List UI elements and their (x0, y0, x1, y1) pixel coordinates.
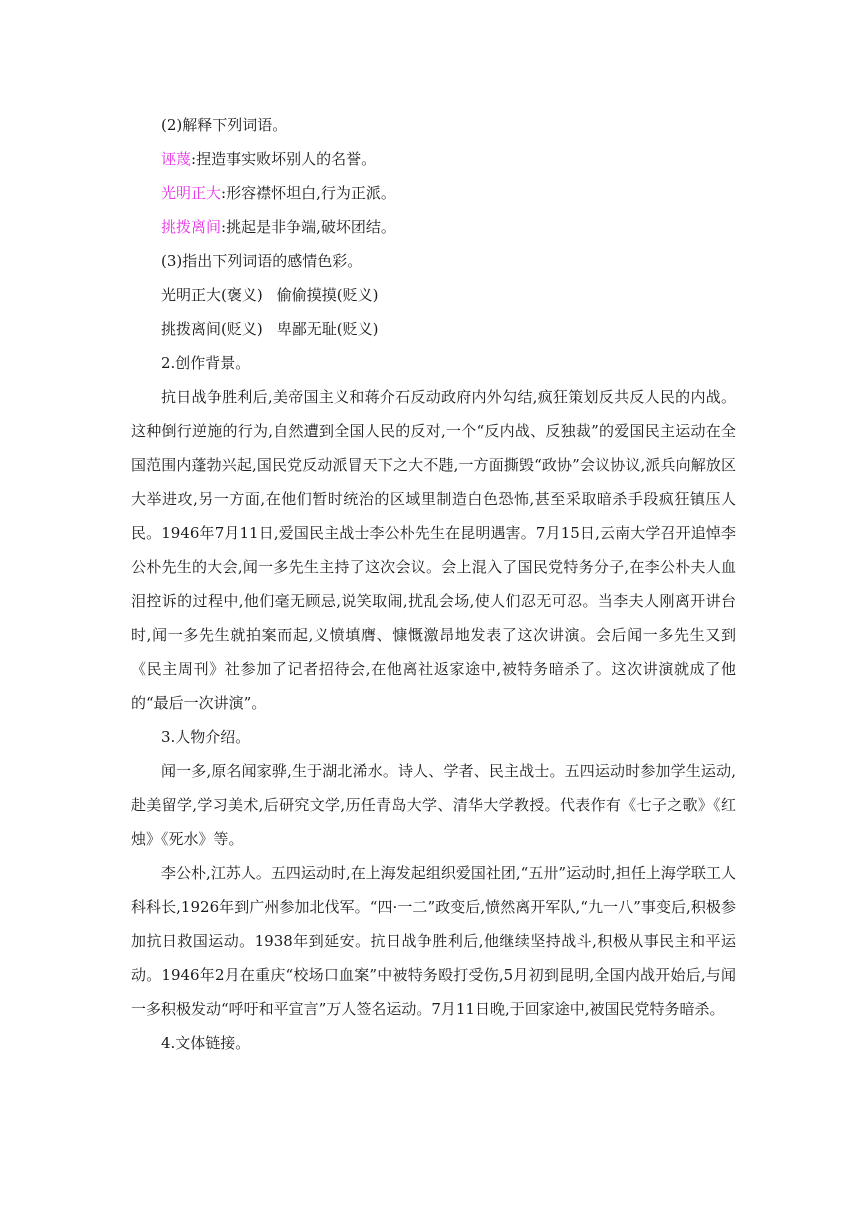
sentiment-item: 挑拨离间(贬义) (161, 320, 263, 338)
sentiment-item: 偷偷摸摸(贬义) (276, 286, 379, 304)
document-page (131, 108, 736, 1060)
section-heading-people: 3.人物介绍。 (161, 728, 251, 746)
section-heading-explain-words: (2)解释下列词语。 (161, 116, 288, 134)
term-word: 诬蔑 (161, 150, 192, 168)
section-heading-background: 2.创作背景。 (161, 354, 251, 372)
term-definition: :捏造事实败坏别人的名誉。 (191, 150, 377, 168)
sentiment-item: 光明正大(褒义) (161, 286, 263, 304)
section-heading-genre: 4.文体链接。 (161, 1034, 251, 1052)
term-row-guangming (131, 176, 736, 210)
term-definition: :形容襟怀坦白,行为正派。 (221, 184, 396, 202)
term-word: 挑拨离间 (161, 218, 222, 236)
sentiment-row-2 (131, 312, 736, 346)
sentiment-item: 卑鄙无耻(贬义) (276, 320, 379, 338)
sentiment-row-1 (131, 278, 736, 312)
term-definition: :挑起是非争端,破坏团结。 (221, 218, 396, 236)
term-row-wumie (131, 142, 736, 176)
term-row-tiaobo (131, 210, 736, 244)
term-word: 光明正大 (161, 184, 222, 202)
section-heading-sentiment: (3)指出下列词语的感情色彩。 (161, 252, 363, 270)
li-gongpu-paragraph: 李公朴,江苏人。五四运动时,在上海发起组织爱国社团,“五卅”运动时,担任上海学联工人科科长,1926年到广州参加北伐军。“四·一二”政变后,愤然离开军队,“九一八”事变后,积极参加抗日救国运动。1938年到延安。抗日战争胜利后,他继续坚持战斗,积极从事民主和平运动。1946年2月在重庆“校场口血案”中被特务殴打受伤,5月初到昆明,全国内战开始后,与闻一多积极发动“呼吁和平宣言”万人签名运动。7月11日晚,于回家途中,被国民党特务暗杀。 (131, 864, 736, 1018)
wen-yiduo-paragraph: 闻一多,原名闻家骅,生于湖北浠水。诗人、学者、民主战士。五四运动时参加学生运动,赴美留学,学习美术,后研究文学,历任青岛大学、清华大学教授。代表作有《七子之歌》《红烛》《死水》等。 (131, 762, 736, 848)
background-paragraph: 抗日战争胜利后,美帝国主义和蒋介石反动政府内外勾结,疯狂策划反共反人民的内战。这种倒行逆施的行为,自然遭到全国人民的反对,一个“反内战、反独裁”的爱国民主运动在全国范围内蓬勃兴起,国民党反动派冒天下之大不韪,一方面撕毁“政协”会议协议,派兵向解放区大举进攻,另一方面,在他们暂时统治的区域里制造白色恐怖,甚至采取暗杀手段疯狂镇压人民。1946年7月11日,爱国民主战士李公朴先生在昆明遇害。7月15日,云南大学召开追悼李公朴先生的大会,闻一多先生主持了这次会议。会上混入了国民党特务分子,在李公朴夫人血泪控诉的过程中,他们毫无顾忌,说笑取闹,扰乱会场,使人们忍无可忍。当李夫人刚离开讲台时,闻一多先生就拍案而起,义愤填膺、慷慨激昂地发表了这次讲演。会后闻一多先生又到《民主周刊》社参加了记者招待会,在他离社返家途中,被特务暗杀了。这次讲演就成了他的“最后一次讲演”。 (131, 388, 736, 712)
